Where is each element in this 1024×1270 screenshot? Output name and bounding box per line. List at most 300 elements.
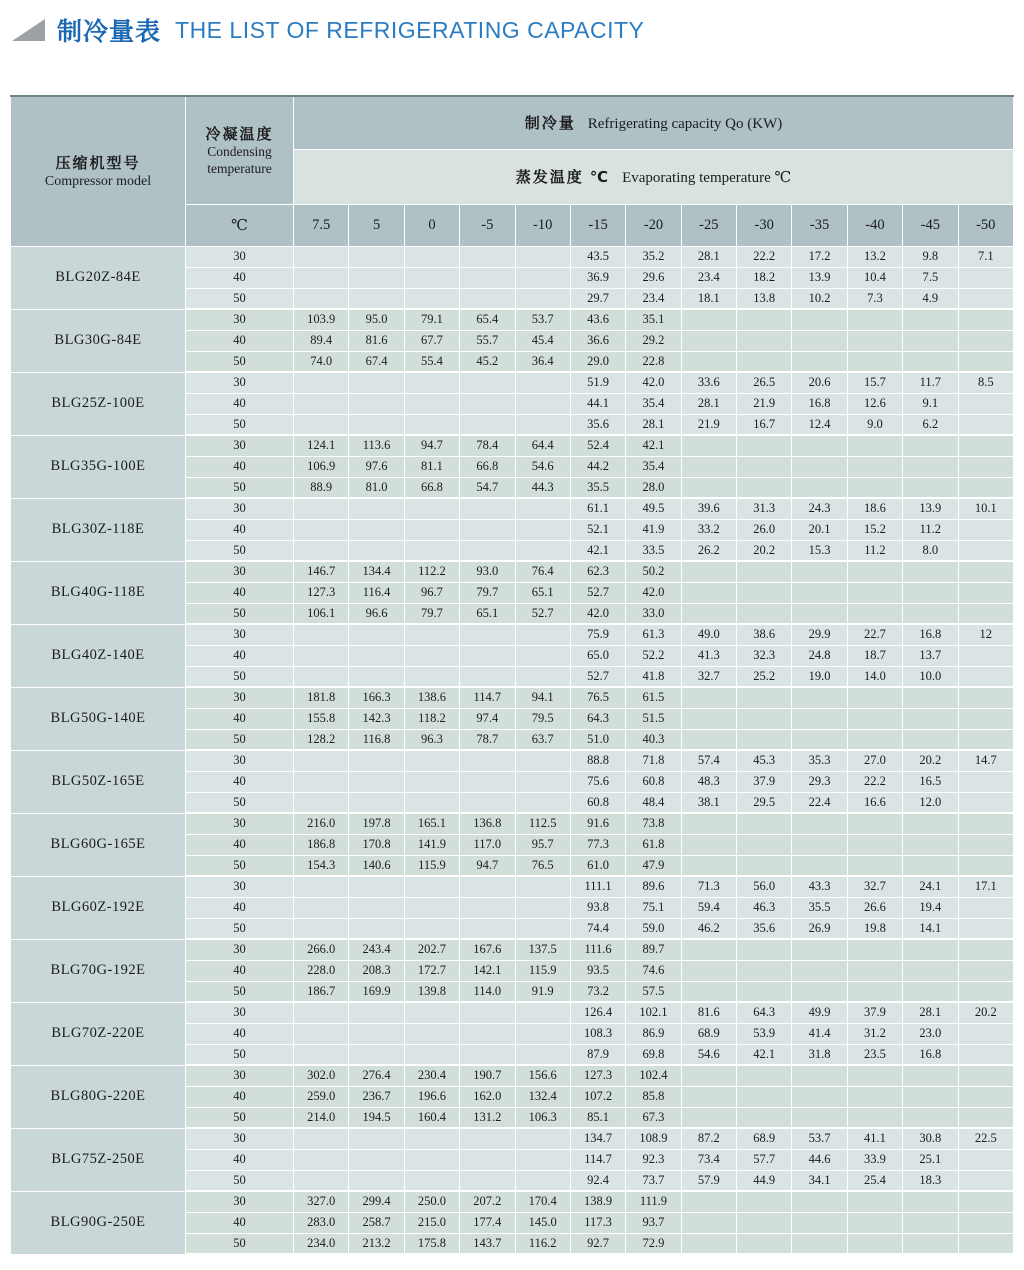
capacity-value-cell: 48.3 (681, 771, 736, 792)
condensing-temp-cell: 40 (186, 330, 294, 351)
capacity-value-cell: 95.0 (349, 309, 404, 330)
capacity-value-cell: 36.4 (515, 351, 570, 372)
capacity-value-cell: 134.7 (570, 1128, 625, 1149)
condensing-temp-cell: 30 (186, 750, 294, 771)
capacity-value-cell: 29.9 (792, 624, 847, 645)
capacity-value-cell: 6.2 (903, 414, 958, 435)
capacity-value-cell: 41.8 (626, 666, 681, 687)
capacity-value-cell (404, 1023, 459, 1044)
capacity-value-cell (737, 1107, 792, 1128)
condensing-temp-cell: 50 (186, 414, 294, 435)
evap-header-en: Evaporating temperature ℃ (622, 170, 792, 186)
capacity-value-cell: 96.3 (404, 729, 459, 750)
capacity-value-cell: 28.1 (681, 393, 736, 414)
capacity-value-cell (903, 309, 958, 330)
capacity-value-cell: 29.5 (737, 792, 792, 813)
capacity-value-cell (792, 561, 847, 582)
capacity-value-cell: 64.3 (570, 708, 625, 729)
capacity-value-cell: 81.6 (681, 1002, 736, 1023)
compressor-model-cell: BLG30G-84E (11, 309, 186, 372)
capacity-value-cell: 74.0 (294, 351, 349, 372)
capacity-value-cell: 97.6 (349, 456, 404, 477)
capacity-value-cell: 118.2 (404, 708, 459, 729)
capacity-value-cell (515, 1149, 570, 1170)
capacity-value-cell: 114.7 (460, 687, 515, 708)
capacity-value-cell: 67.4 (349, 351, 404, 372)
capacity-value-cell: 46.3 (737, 897, 792, 918)
capacity-value-cell: 96.6 (349, 603, 404, 624)
capacity-value-cell (460, 645, 515, 666)
capacity-value-cell (792, 1191, 847, 1212)
capacity-value-cell: 145.0 (515, 1212, 570, 1233)
capacity-value-cell (294, 1023, 349, 1044)
capacity-value-cell (958, 603, 1014, 624)
capacity-value-cell: 60.8 (626, 771, 681, 792)
capacity-value-cell (681, 960, 736, 981)
capacity-value-cell: 28.1 (626, 414, 681, 435)
capacity-value-cell: 106.9 (294, 456, 349, 477)
capacity-value-cell (404, 792, 459, 813)
condensing-temp-cell: 50 (186, 351, 294, 372)
capacity-value-cell (294, 897, 349, 918)
capacity-value-cell: 42.0 (570, 603, 625, 624)
capacity-value-cell: 33.0 (626, 603, 681, 624)
capacity-value-cell: 9.0 (847, 414, 902, 435)
capacity-value-cell (958, 960, 1014, 981)
capacity-value-cell (903, 435, 958, 456)
capacity-value-cell: 12 (958, 624, 1014, 645)
capacity-value-cell (903, 855, 958, 876)
capacity-value-cell: 20.1 (792, 519, 847, 540)
capacity-value-cell: 228.0 (294, 960, 349, 981)
capacity-value-cell: 127.3 (294, 582, 349, 603)
capacity-value-cell: 92.7 (570, 1233, 625, 1254)
condensing-temp-cell: 50 (186, 1107, 294, 1128)
capacity-value-cell (903, 729, 958, 750)
capacity-value-cell: 88.9 (294, 477, 349, 498)
capacity-value-cell: 12.6 (847, 393, 902, 414)
compressor-model-cell: BLG50G-140E (11, 687, 186, 750)
capacity-value-cell (294, 1044, 349, 1065)
capacity-value-cell: 35.2 (626, 246, 681, 267)
capacity-value-cell: 42.0 (626, 372, 681, 393)
capacity-value-cell: 266.0 (294, 939, 349, 960)
condensing-temp-cell: 50 (186, 792, 294, 813)
capacity-value-cell: 24.3 (792, 498, 847, 519)
capacity-value-cell (792, 1212, 847, 1233)
table-row (11, 750, 1014, 771)
capacity-value-cell (515, 771, 570, 792)
capacity-value-cell (349, 1044, 404, 1065)
capacity-value-cell (349, 666, 404, 687)
capacity-value-cell: 35.4 (626, 393, 681, 414)
compressor-model-cell: BLG60G-165E (11, 813, 186, 876)
compressor-model-cell: BLG80G-220E (11, 1065, 186, 1128)
capacity-value-cell: 276.4 (349, 1065, 404, 1086)
capacity-value-cell: 68.9 (681, 1023, 736, 1044)
capacity-value-cell (792, 603, 847, 624)
capacity-value-cell: 63.7 (515, 729, 570, 750)
capacity-value-cell: 93.0 (460, 561, 515, 582)
capacity-value-cell: 124.1 (294, 435, 349, 456)
capacity-value-cell: 166.3 (349, 687, 404, 708)
capacity-value-cell: 177.4 (460, 1212, 515, 1233)
capacity-value-cell (404, 750, 459, 771)
capacity-value-cell: 108.9 (626, 1128, 681, 1149)
capacity-value-cell: 136.8 (460, 813, 515, 834)
capacity-value-cell: 89.4 (294, 330, 349, 351)
capacity-value-cell: 243.4 (349, 939, 404, 960)
condensing-temp-cell: 40 (186, 519, 294, 540)
capacity-value-cell (349, 645, 404, 666)
capacity-value-cell (515, 1128, 570, 1149)
compressor-model-cell: BLG50Z-165E (11, 750, 186, 813)
capacity-value-cell: 20.2 (737, 540, 792, 561)
capacity-value-cell: 87.9 (570, 1044, 625, 1065)
capacity-value-cell: 19.8 (847, 918, 902, 939)
capacity-value-cell: 94.1 (515, 687, 570, 708)
capacity-value-cell: 35.5 (570, 477, 625, 498)
capacity-value-cell: 15.7 (847, 372, 902, 393)
capacity-value-cell (958, 540, 1014, 561)
capacity-value-cell (460, 876, 515, 897)
evap-temp-tick-10: -40 (847, 204, 902, 246)
condensing-temp-cell: 30 (186, 1191, 294, 1212)
triangle-icon (12, 19, 45, 41)
capacity-value-cell: 22.8 (626, 351, 681, 372)
capacity-value-cell: 73.8 (626, 813, 681, 834)
capacity-value-cell (847, 309, 902, 330)
capacity-value-cell: 39.6 (681, 498, 736, 519)
capacity-value-cell (294, 414, 349, 435)
capacity-value-cell (294, 771, 349, 792)
condensing-temp-cell: 30 (186, 1065, 294, 1086)
condensing-temp-cell: 30 (186, 372, 294, 393)
capacity-header-zh: 制冷量 (524, 115, 576, 133)
capacity-value-cell: 106.3 (515, 1107, 570, 1128)
capacity-value-cell (958, 666, 1014, 687)
capacity-value-cell (958, 435, 1014, 456)
capacity-value-cell: 21.9 (681, 414, 736, 435)
capacity-value-cell (681, 855, 736, 876)
capacity-value-cell: 45.4 (515, 330, 570, 351)
capacity-value-cell: 43.3 (792, 876, 847, 897)
capacity-value-cell (460, 750, 515, 771)
capacity-value-cell: 79.1 (404, 309, 459, 330)
capacity-value-cell (903, 981, 958, 1002)
capacity-value-cell: 77.3 (570, 834, 625, 855)
capacity-value-cell: 52.7 (515, 603, 570, 624)
table-row (11, 372, 1014, 393)
capacity-value-cell (737, 834, 792, 855)
capacity-value-cell: 55.7 (460, 330, 515, 351)
condensing-temp-cell: 40 (186, 267, 294, 288)
capacity-value-cell: 126.4 (570, 1002, 625, 1023)
capacity-value-cell (515, 1044, 570, 1065)
capacity-value-cell: 32.7 (847, 876, 902, 897)
capacity-value-cell: 154.3 (294, 855, 349, 876)
capacity-value-cell (958, 456, 1014, 477)
capacity-value-cell: 57.7 (737, 1149, 792, 1170)
capacity-value-cell: 54.7 (460, 477, 515, 498)
capacity-value-cell (460, 666, 515, 687)
capacity-value-cell: 186.8 (294, 834, 349, 855)
capacity-value-cell: 78.7 (460, 729, 515, 750)
capacity-value-cell (349, 267, 404, 288)
capacity-value-cell: 35.5 (792, 897, 847, 918)
capacity-value-cell: 131.2 (460, 1107, 515, 1128)
condensing-temp-cell: 50 (186, 1233, 294, 1254)
evap-temp-tick-6: -20 (626, 204, 681, 246)
capacity-value-cell: 112.2 (404, 561, 459, 582)
capacity-value-cell: 94.7 (404, 435, 459, 456)
capacity-value-cell (349, 1170, 404, 1191)
capacity-value-cell (958, 645, 1014, 666)
capacity-value-cell: 91.6 (570, 813, 625, 834)
condensing-header-en2: temperature (207, 160, 272, 176)
capacity-value-cell: 49.5 (626, 498, 681, 519)
capacity-value-cell: 19.0 (792, 666, 847, 687)
capacity-value-cell: 44.2 (570, 456, 625, 477)
capacity-value-cell: 42.0 (626, 582, 681, 603)
capacity-value-cell: 196.6 (404, 1086, 459, 1107)
capacity-value-cell (737, 435, 792, 456)
capacity-value-cell: 22.2 (737, 246, 792, 267)
capacity-value-cell: 165.1 (404, 813, 459, 834)
capacity-value-cell (792, 1107, 847, 1128)
condensing-temp-cell: 40 (186, 834, 294, 855)
capacity-value-cell: 116.8 (349, 729, 404, 750)
capacity-value-cell: 26.2 (681, 540, 736, 561)
capacity-value-cell (903, 1212, 958, 1233)
capacity-value-cell: 96.7 (404, 582, 459, 603)
capacity-value-cell (903, 582, 958, 603)
condensing-temp-cell: 40 (186, 393, 294, 414)
capacity-value-cell: 14.1 (903, 918, 958, 939)
table-row (11, 939, 1014, 960)
capacity-value-cell (294, 498, 349, 519)
capacity-value-cell (681, 687, 736, 708)
capacity-value-cell: 31.2 (847, 1023, 902, 1044)
capacity-value-cell (460, 393, 515, 414)
capacity-value-cell: 216.0 (294, 813, 349, 834)
capacity-value-cell (349, 792, 404, 813)
capacity-value-cell: 15.2 (847, 519, 902, 540)
capacity-value-cell: 14.7 (958, 750, 1014, 771)
capacity-value-cell: 43.6 (570, 309, 625, 330)
capacity-value-cell (294, 792, 349, 813)
capacity-value-cell (903, 603, 958, 624)
capacity-value-cell (515, 288, 570, 309)
table-row (11, 1128, 1014, 1149)
capacity-value-cell (460, 792, 515, 813)
capacity-value-cell: 103.9 (294, 309, 349, 330)
capacity-value-cell: 132.4 (515, 1086, 570, 1107)
capacity-value-cell: 79.7 (460, 582, 515, 603)
capacity-value-cell (349, 1023, 404, 1044)
capacity-value-cell (404, 288, 459, 309)
capacity-value-cell (349, 393, 404, 414)
capacity-value-cell (737, 603, 792, 624)
capacity-value-cell: 139.8 (404, 981, 459, 1002)
capacity-value-cell (903, 687, 958, 708)
capacity-value-cell: 9.8 (903, 246, 958, 267)
capacity-value-cell: 68.9 (737, 1128, 792, 1149)
condensing-header-zh: 冷凝温度 (205, 125, 274, 143)
condensing-temp-cell: 50 (186, 918, 294, 939)
capacity-value-cell: 156.6 (515, 1065, 570, 1086)
capacity-value-cell (349, 246, 404, 267)
capacity-value-cell (958, 855, 1014, 876)
capacity-value-cell: 215.0 (404, 1212, 459, 1233)
capacity-value-cell (847, 981, 902, 1002)
capacity-value-cell (404, 414, 459, 435)
evap-temp-tick-12: -50 (958, 204, 1014, 246)
compressor-model-cell: BLG70Z-220E (11, 1002, 186, 1065)
capacity-value-cell: 106.1 (294, 603, 349, 624)
table-row (11, 1002, 1014, 1023)
capacity-value-cell (681, 1233, 736, 1254)
capacity-value-cell (460, 414, 515, 435)
capacity-value-cell: 25.2 (737, 666, 792, 687)
capacity-value-cell: 40.3 (626, 729, 681, 750)
capacity-value-cell: 26.9 (792, 918, 847, 939)
capacity-value-cell: 53.7 (515, 309, 570, 330)
capacity-value-cell: 42.1 (626, 435, 681, 456)
capacity-value-cell: 111.6 (570, 939, 625, 960)
capacity-value-cell: 64.4 (515, 435, 570, 456)
capacity-value-cell (737, 708, 792, 729)
capacity-value-cell: 92.3 (626, 1149, 681, 1170)
capacity-value-cell: 170.8 (349, 834, 404, 855)
capacity-value-cell: 43.5 (570, 246, 625, 267)
capacity-value-cell: 95.7 (515, 834, 570, 855)
capacity-value-cell: 13.9 (903, 498, 958, 519)
capacity-value-cell: 44.9 (737, 1170, 792, 1191)
table-row (11, 1065, 1014, 1086)
capacity-value-cell: 44.3 (515, 477, 570, 498)
compressor-model-cell: BLG20Z-84E (11, 246, 186, 309)
capacity-value-cell (515, 624, 570, 645)
capacity-value-cell (681, 708, 736, 729)
condensing-temp-cell: 40 (186, 771, 294, 792)
capacity-value-cell: 42.1 (737, 1044, 792, 1065)
capacity-value-cell: 23.4 (626, 288, 681, 309)
capacity-value-cell (847, 855, 902, 876)
capacity-value-cell: 146.7 (294, 561, 349, 582)
capacity-value-cell: 283.0 (294, 1212, 349, 1233)
capacity-value-cell (737, 330, 792, 351)
capacity-value-cell: 8.5 (958, 372, 1014, 393)
capacity-value-cell (681, 477, 736, 498)
capacity-value-cell (681, 309, 736, 330)
capacity-value-cell (737, 1086, 792, 1107)
capacity-value-cell (294, 288, 349, 309)
capacity-value-cell (958, 351, 1014, 372)
capacity-value-cell: 8.0 (903, 540, 958, 561)
capacity-value-cell (737, 1233, 792, 1254)
capacity-value-cell (681, 435, 736, 456)
capacity-value-cell (681, 834, 736, 855)
capacity-value-cell: 16.7 (737, 414, 792, 435)
capacity-value-cell: 155.8 (294, 708, 349, 729)
capacity-value-cell (737, 561, 792, 582)
capacity-value-cell (404, 1044, 459, 1065)
capacity-value-cell: 50.2 (626, 561, 681, 582)
capacity-value-cell: 15.3 (792, 540, 847, 561)
capacity-value-cell (404, 624, 459, 645)
capacity-value-cell (847, 330, 902, 351)
capacity-value-cell: 17.1 (958, 876, 1014, 897)
capacity-value-cell (681, 351, 736, 372)
capacity-value-cell: 11.2 (847, 540, 902, 561)
capacity-value-cell: 74.4 (570, 918, 625, 939)
capacity-value-cell: 48.4 (626, 792, 681, 813)
condensing-temp-cell: 40 (186, 708, 294, 729)
capacity-table-body (11, 246, 1014, 1254)
capacity-value-cell (294, 918, 349, 939)
capacity-value-cell (294, 393, 349, 414)
table-row (11, 876, 1014, 897)
table-row (11, 498, 1014, 519)
capacity-value-cell (681, 1086, 736, 1107)
capacity-value-cell (349, 771, 404, 792)
capacity-value-cell: 128.2 (294, 729, 349, 750)
capacity-value-cell: 34.1 (792, 1170, 847, 1191)
capacity-value-cell: 236.7 (349, 1086, 404, 1107)
capacity-value-cell (404, 1002, 459, 1023)
capacity-header-en: Refrigerating capacity Qo (KW) (587, 116, 783, 133)
capacity-value-cell (958, 834, 1014, 855)
capacity-value-cell: 89.7 (626, 939, 681, 960)
capacity-value-cell: 33.9 (847, 1149, 902, 1170)
capacity-value-cell: 28.0 (626, 477, 681, 498)
capacity-value-cell: 32.3 (737, 645, 792, 666)
capacity-value-cell (681, 813, 736, 834)
evap-header-zh: 蒸发温度 ℃ (515, 169, 611, 186)
capacity-value-cell: 36.6 (570, 330, 625, 351)
capacity-value-cell: 115.9 (404, 855, 459, 876)
capacity-value-cell: 127.3 (570, 1065, 625, 1086)
capacity-value-cell (404, 1149, 459, 1170)
capacity-value-cell: 97.4 (460, 708, 515, 729)
capacity-value-cell (349, 414, 404, 435)
capacity-value-cell: 87.2 (681, 1128, 736, 1149)
capacity-value-cell (958, 729, 1014, 750)
page-title-en: THE LIST OF REFRIGERATING CAPACITY (175, 16, 645, 43)
capacity-value-cell (349, 1149, 404, 1170)
capacity-value-cell: 11.2 (903, 519, 958, 540)
capacity-value-cell: 72.9 (626, 1233, 681, 1254)
capacity-value-cell (515, 519, 570, 540)
capacity-value-cell (515, 498, 570, 519)
capacity-value-cell: 213.2 (349, 1233, 404, 1254)
capacity-value-cell: 142.1 (460, 960, 515, 981)
capacity-value-cell (460, 1044, 515, 1065)
capacity-value-cell (349, 897, 404, 918)
compressor-model-cell: BLG60Z-192E (11, 876, 186, 939)
capacity-value-cell: 117.3 (570, 1212, 625, 1233)
capacity-value-cell (349, 540, 404, 561)
capacity-value-cell (958, 708, 1014, 729)
capacity-value-cell (958, 561, 1014, 582)
capacity-value-cell: 111.9 (626, 1191, 681, 1212)
capacity-value-cell: 230.4 (404, 1065, 459, 1086)
capacity-value-cell: 33.5 (626, 540, 681, 561)
capacity-value-cell: 65.1 (515, 582, 570, 603)
capacity-value-cell (847, 561, 902, 582)
capacity-value-cell: 197.8 (349, 813, 404, 834)
